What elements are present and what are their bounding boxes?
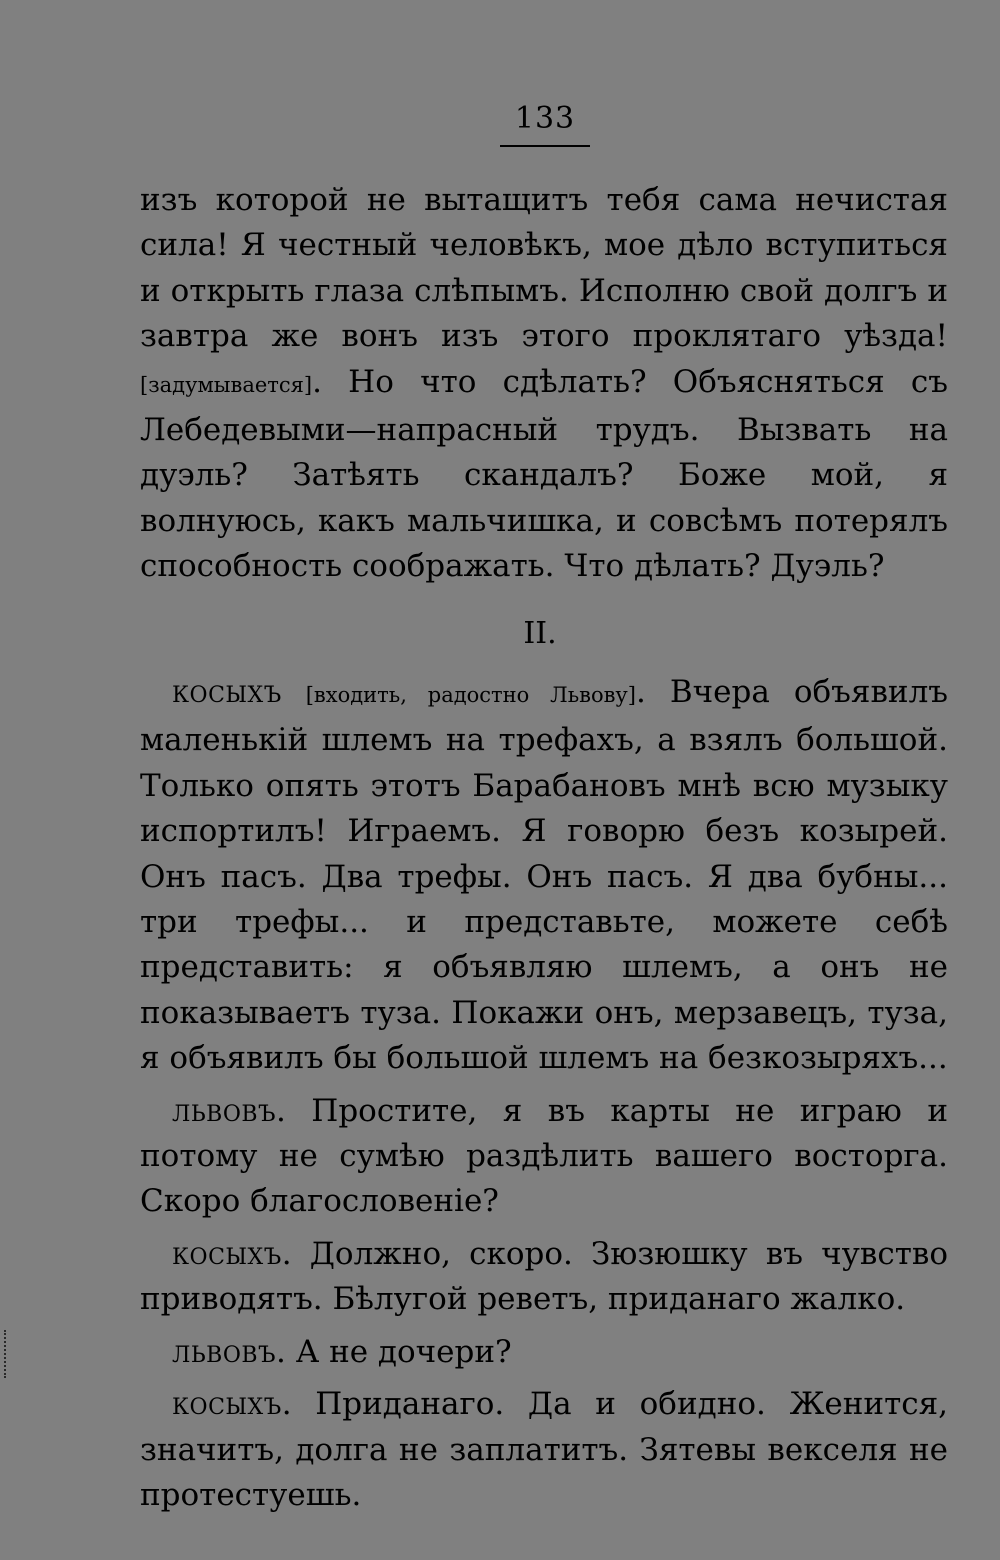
monologue-paragraph (140, 178, 948, 590)
dialogue-line (140, 1330, 948, 1375)
speaker-name: львовъ (172, 1333, 277, 1370)
speaker-name: косыхъ (172, 1235, 282, 1272)
dialogue-text: . А не дочери? (276, 1333, 512, 1370)
section-heading: II. (523, 616, 557, 651)
dialogue-line (140, 1382, 948, 1518)
speaker-name: косыхъ (172, 1386, 282, 1423)
monologue-text (140, 178, 948, 590)
dialogue-line (140, 1232, 948, 1323)
scan-margin-mark (4, 1330, 8, 1378)
dialogue-line (140, 670, 948, 1082)
speaker-name: косыхъ (172, 674, 282, 710)
dialogue-text: . Вчера объявилъ маленькій шлемъ на трефахъ, а взялъ большой. Только опять этотъ Барабановъ мнѣ всю музыку испортилъ! Играемъ. Я говорю безъ козырей. Онъ пасъ. Два трефы. Онъ пасъ. Я два бубны... три трефы... и представьте, можете себѣ представить: я объявляю шлемъ, а онъ не показываетъ туза. Покажи онъ, мерзавецъ, туза, я объявилъ бы большой шлемъ на безкозыряхъ... (140, 674, 948, 1077)
monologue-text-part: . Но что сдѣлать? Объясняться съ Лебедевыми—напрасный трудъ. Вызвать на дуэль? Затѣять скандалъ? Боже мой, я волнуюсь, какъ мальчишка, и совсѣмъ потерялъ способность соображать. Что дѣлать? Дуэль? (140, 363, 948, 585)
stage-direction: [задумывается] (140, 372, 313, 397)
dialogue-text: . Приданаго. Да и обидно. Женится, значитъ, долга не заплатитъ. Зятевы векселя не протестуешь. (140, 1386, 948, 1513)
dialogue-text: . Должно, скоро. Зюзюшку въ чувство приводятъ. Бѣлугой реветъ, приданаго жалко. (140, 1235, 948, 1318)
dialogue-section (140, 670, 948, 1518)
dialogue-text: . Простите, я въ карты не играю и потому не сумѣю раздѣлить вашего восторга. Скоро благословеніе? (140, 1092, 948, 1220)
page-number: 133 (514, 101, 576, 136)
page-number-rule (500, 145, 590, 147)
monologue-text-part: изъ которой не вытащитъ тебя сама нечистая сила! Я честный человѣкъ, мое дѣло вступиться и открыть глаза слѣпымъ. Исполню свой долгъ и завтра же вонъ изъ этого проклятаго уѣзда! (140, 182, 948, 355)
speaker-name: львовъ (172, 1092, 277, 1129)
dialogue-line (140, 1089, 948, 1225)
stage-direction: [входить, радостно Львову] (305, 683, 636, 707)
